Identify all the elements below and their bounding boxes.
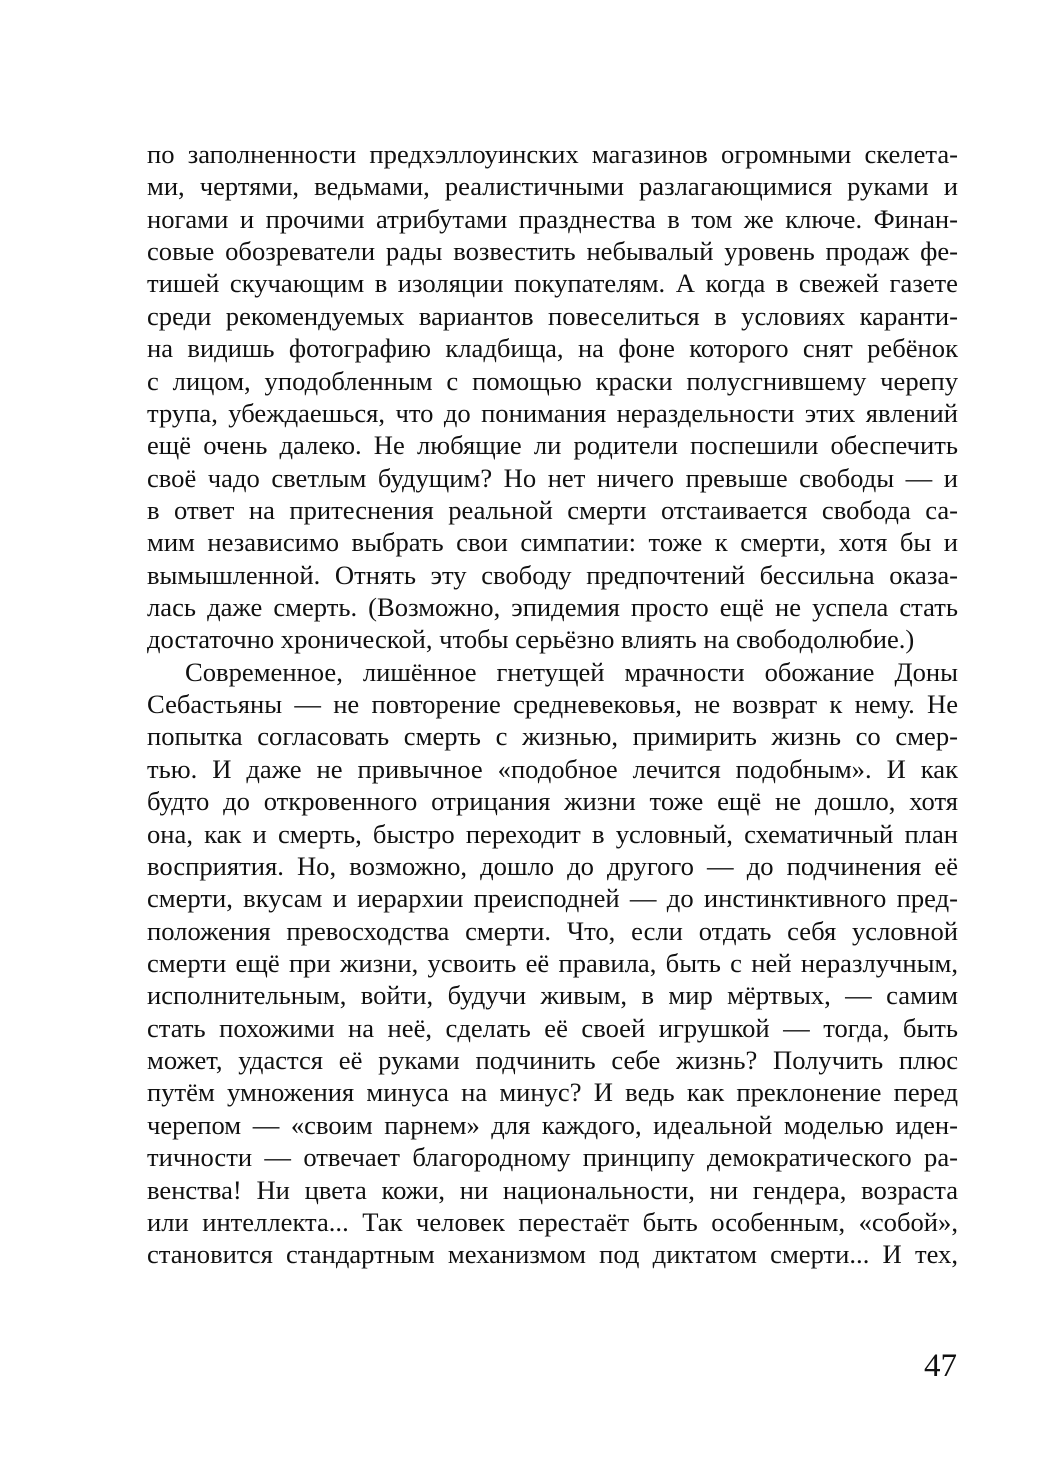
text-line: венства! Ни цвета кожи, ни национальности, ни гендера, возраста bbox=[147, 1174, 958, 1205]
text-line: путём умножения минуса на минус? И ведь как преклонение перед bbox=[147, 1077, 958, 1108]
text-line: стать похожими на неё, сделать её своей игрушкой — тогда, быть bbox=[147, 1012, 958, 1043]
text-line: совые обозреватели рады возвестить небывалый уровень продаж фе- bbox=[147, 236, 958, 267]
text-line: восприятия. Но, возможно, дошло до другого — до подчинения её bbox=[147, 850, 958, 881]
text-line: смерти ещё при жизни, усвоить её правила, быть с ней неразлучным, bbox=[147, 947, 958, 978]
text-line: или интеллекта... Так человек перестаёт быть особенным, «собой», bbox=[147, 1206, 958, 1237]
text-line: Себастьяны — не повторение средневековья, не возврат к нему. Не bbox=[147, 689, 958, 720]
text-line: своё чадо светлым будущим? Но нет ничего превыше свободы — и bbox=[147, 462, 958, 493]
text-line: исполнительным, войти, будучи живым, в мир мёртвых, — самим bbox=[147, 980, 958, 1011]
text-line: трупа, убеждаешься, что до понимания нераздельности этих явлений bbox=[147, 397, 958, 428]
text-line: она, как и смерть, быстро переходит в условный, схематичный план bbox=[147, 818, 958, 849]
text-line: смерти, вкусам и иерархии преисподней — до инстинктивного пред- bbox=[147, 883, 958, 914]
text-line: по заполненности предхэллоуинских магазинов огромными скелета- bbox=[147, 139, 958, 169]
text-line: мим независимо выбрать свои симпатии: тоже к смерти, хотя бы и bbox=[147, 527, 958, 558]
text-line: достаточно хронической, чтобы серьёзно влиять на свободолюбие.) bbox=[147, 624, 915, 655]
text-line: будто до откровенного отрицания жизни тоже ещё не дошло, хотя bbox=[147, 786, 958, 817]
text-line: тишей скучающим в изоляции покупателям. А когда в свежей газете bbox=[147, 268, 958, 299]
page-number: 47 bbox=[924, 1348, 957, 1384]
text-line: становится стандартным механизмом под диктатом смерти... И тех, bbox=[147, 1239, 958, 1270]
text-line: положения превосходства смерти. Что, если отдать себя условной bbox=[147, 915, 958, 946]
text-line: лась даже смерть. (Возможно, эпидемия просто ещё не успела стать bbox=[147, 592, 958, 623]
text-line: черепом — «своим парнем» для каждого, идеальной моделью иден- bbox=[147, 1109, 958, 1140]
text-line: ми, чертями, ведьмами, реалистичными разлагающимися руками и bbox=[147, 171, 958, 202]
text-line: попытка согласовать смерть с жизнью, примирить жизнь со смер- bbox=[147, 721, 958, 752]
text-line: с лицом, уподобленным с помощью краски полусгнившему черепу bbox=[147, 365, 958, 396]
text-line: Современное, лишённое гнетущей мрачности обожание Доны bbox=[185, 656, 958, 687]
text-line: может, удастся её руками подчинить себе жизнь? Получить плюс bbox=[147, 1045, 958, 1076]
text-line: тичности — отвечает благородному принципу демократического ра- bbox=[147, 1142, 958, 1173]
text-line: в ответ на притеснения реальной смерти отстаивается свобода са- bbox=[147, 494, 958, 525]
text-line: среди рекомендуемых вариантов повеселиться в условиях каранти- bbox=[147, 300, 958, 331]
text-line: тью. И даже не привычное «подобное лечится подобным». И как bbox=[147, 753, 958, 784]
text-line: ещё очень далеко. Не любящие ли родители поспешили обеспечить bbox=[147, 430, 958, 461]
text-line: вымышленной. Отнять эту свободу предпочтений бессильна оказа- bbox=[147, 559, 958, 590]
body-text bbox=[147, 138, 958, 1271]
text-line: на видишь фотографию кладбища, на фоне которого снят ребёнок bbox=[147, 333, 958, 364]
text-line: ногами и прочими атрибутами празднества в том же ключе. Финан- bbox=[147, 203, 958, 234]
